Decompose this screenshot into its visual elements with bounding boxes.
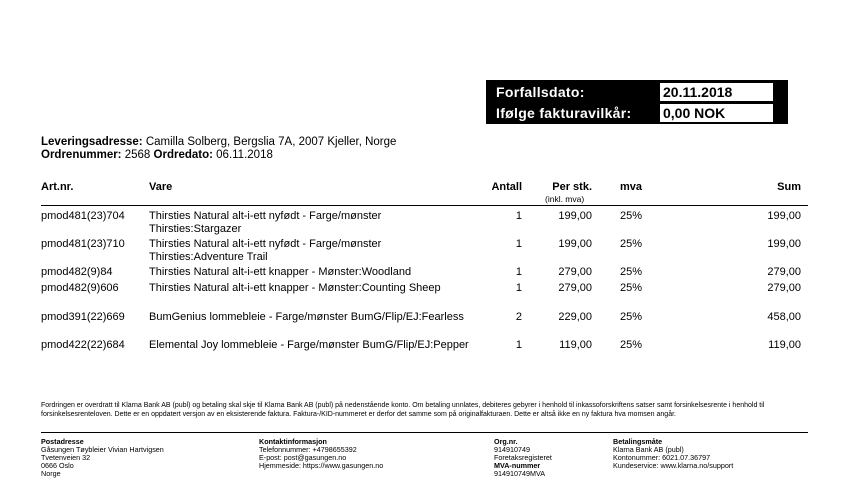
cell-vare: Elemental Joy lommebleie - Farge/mønster BumG/Flip/EJ:Pepper (149, 339, 469, 351)
cell-antall: 1 (515, 238, 522, 250)
header-vare: Vare (149, 181, 173, 193)
table-row (0, 282, 848, 310)
footer-line: 0666 Oslo (41, 461, 74, 470)
footer-org-number: 914910749 (494, 445, 530, 454)
footer-line: Gåsungen Tøybleier Vivian Hartvigsen (41, 445, 164, 454)
footer-mva-number: 914910749MVA (494, 469, 546, 478)
footer-website: Hjemmeside: https://www.gasungen.no (259, 461, 384, 470)
table-row (0, 210, 848, 238)
footer-org-title: Org.nr. (494, 437, 518, 446)
header-sum: Sum (777, 181, 801, 193)
footer-support: Kundeservice: www.klarna.no/support (613, 461, 734, 470)
cell-sum: 279,00 (767, 266, 801, 278)
cell-vare: BumGenius lommebleie - Farge/mønster BumG/Flip/EJ:Fearless (149, 311, 464, 323)
order-date-value: 06.11.2018 (216, 149, 273, 161)
footer-org (494, 438, 552, 478)
cell-antall: 1 (515, 266, 522, 278)
table-row (0, 238, 848, 266)
footer-account: Kontonummer: 6021.07.36797 (613, 453, 711, 462)
cell-art-nr: pmod482(9)84 (41, 266, 113, 278)
due-summary-box (486, 80, 788, 124)
cell-price: 279,00 (558, 282, 592, 294)
cell-price: 119,00 (559, 339, 592, 351)
cell-mva: 25% (620, 311, 643, 323)
cell-price: 199,00 (558, 238, 592, 250)
cell-art-nr: pmod391(22)669 (41, 311, 125, 323)
footer-registry: Foretaksregisteret (494, 453, 552, 462)
cell-mva: 25% (620, 339, 643, 351)
order-number-value: 2568 (124, 149, 151, 161)
footer-line: Tvetenveien 32 (41, 453, 91, 462)
cell-vare: Thirsties Natural alt-i-ett knapper - Mønster:Counting Sheep (149, 282, 441, 294)
table-row (0, 339, 848, 367)
cell-mva: 25% (620, 210, 643, 222)
header-art-nr: Art.nr. (41, 181, 74, 193)
delivery-address-value: Camilla Solberg, Bergslia 7A, 2007 Kjeller, Norge (145, 136, 397, 148)
table-row (0, 311, 848, 339)
footer-kontakt-title: Kontaktinformasjon (259, 437, 327, 446)
footer-bank: Klarna Bank AB (publ) (613, 445, 684, 454)
cell-mva: 25% (620, 266, 643, 278)
order-number-label: Ordrenummer: (41, 149, 122, 161)
header-per-stk-sub: (inkl. mva) (545, 194, 585, 204)
footer-phone: Telefonnummer: +4798655392 (259, 445, 357, 454)
cell-antall: 2 (515, 311, 522, 323)
cell-sum: 458,00 (767, 311, 801, 323)
cell-art-nr: pmod481(23)704 (41, 210, 125, 222)
cell-sum: 199,00 (767, 238, 801, 250)
cell-vare: Thirsties Natural alt-i-ett knapper - Mønster:Woodland (149, 266, 412, 278)
cell-antall: 1 (515, 210, 522, 222)
cell-mva: 25% (620, 282, 643, 294)
header-per-stk: Per stk. (552, 181, 592, 193)
cell-sum: 119,00 (768, 339, 801, 351)
header-divider (41, 205, 808, 206)
header-mva: mva (620, 181, 643, 193)
cell-antall: 1 (515, 339, 522, 351)
footer-line: Norge (41, 469, 61, 478)
cell-price: 279,00 (558, 266, 592, 278)
cell-vare: Thirsties Natural alt-i-ett nyfødt - Farge/mønster Thirsties:Stargazer (149, 210, 382, 235)
order-date-label: Ordredato: (153, 149, 213, 161)
assignment-notice: Fordringen er overdratt til Klarna Bank AB (publ) og betaling skal skje til Klarna Bank AB (publ) på nedenstående konto. Om betaling unnlates, debiteres gebyrer i henhold til inkassoforskriftens satser samt forsinkelsesrente i henhold til forsinkelsesrenteloven. Dette er en oppdatert versjon av en eksisterende faktura. Faktura-/KID-nummeret er derfor det samme som på originalfakturaen. Dette er altså ikke en ny faktura hva momsen angår. (41, 402, 765, 418)
cell-mva: 25% (620, 238, 643, 250)
cell-vare: Thirsties Natural alt-i-ett nyfødt - Farge/mønster Thirsties:Adventure Trail (149, 238, 382, 263)
footer-mva-title: MVA-nummer (494, 461, 541, 470)
cell-art-nr: pmod482(9)606 (41, 282, 119, 294)
cell-sum: 199,00 (767, 210, 801, 222)
cell-price: 199,00 (558, 210, 592, 222)
delivery-address-label: Leveringsadresse: (41, 136, 143, 148)
delivery-address (41, 135, 396, 149)
cell-price: 229,00 (558, 311, 592, 323)
cell-art-nr: pmod422(22)684 (41, 339, 125, 351)
terms-amount: 0,00 NOK (659, 103, 774, 123)
footer-divider (41, 432, 808, 433)
order-info (41, 148, 273, 162)
footer-postadresse (41, 438, 164, 478)
due-date-value: 20.11.2018 (659, 82, 774, 102)
footer-kontakt (259, 438, 383, 470)
cell-sum: 279,00 (767, 282, 801, 294)
footer-betaling-title: Betalingsmåte (613, 437, 663, 446)
footer-betaling (613, 438, 733, 470)
cell-antall: 1 (515, 282, 522, 294)
due-date-label: Forfallsdato: (496, 84, 585, 100)
footer-postadresse-title: Postadresse (41, 437, 84, 446)
footer-email: E-post: post@gasungen.no (259, 453, 347, 462)
due-date-row (486, 82, 788, 102)
terms-label: Ifølge fakturavilkår: (496, 105, 632, 121)
cell-art-nr: pmod481(23)710 (41, 238, 125, 250)
terms-row (486, 103, 788, 123)
header-antall: Antall (491, 181, 522, 193)
